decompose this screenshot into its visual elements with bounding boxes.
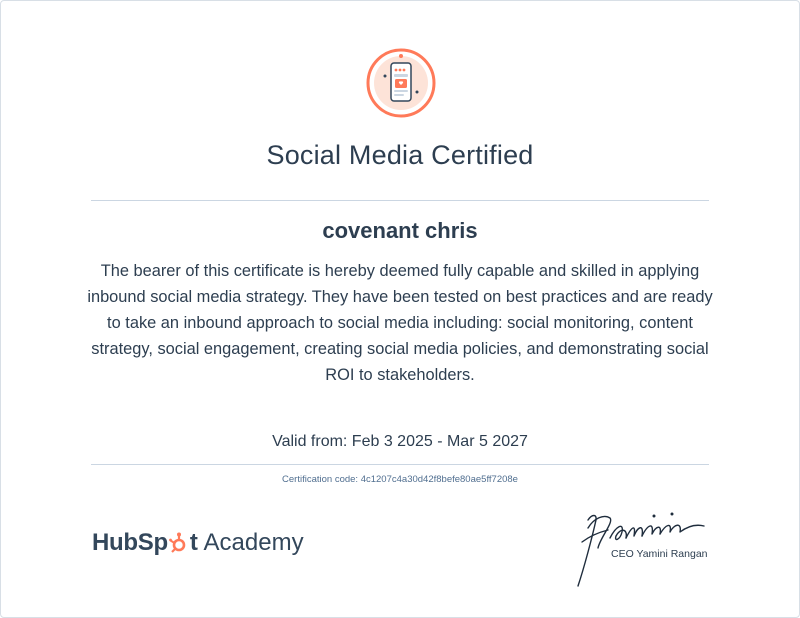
- logo-hubspot-text: HubSp: [92, 529, 168, 556]
- certificate-description: The bearer of this certificate is hereby deemed fully capable and skilled in applying inbound social media strategy. They have been tested on best practices and are ready to take an inbound approach to social media including: social monitoring, content strategy, social engagement, creating social media policies, and demonstrating social ROI to stakeholders.: [87, 262, 713, 384]
- recipient-name: covenant chris: [322, 218, 478, 243]
- validity-dates: Valid from: Feb 3 2025 - Mar 5 2027: [272, 433, 528, 450]
- hubspot-academy-logo: [92, 526, 304, 560]
- logo-hubspot-text-end: t: [189, 529, 198, 556]
- logo-academy-text: Academy: [203, 529, 304, 556]
- mobile-social-media-badge-icon: [366, 48, 436, 118]
- signature-caption: CEO Yamini Rangan: [611, 548, 708, 560]
- sprocket-icon: [169, 532, 189, 554]
- certification-code: Certification code: 4c1207c4a30d42f8befe80ae5ff7208e: [282, 474, 518, 485]
- divider: [91, 200, 709, 201]
- certificate-title: Social Media Certified: [266, 140, 534, 170]
- divider: [91, 464, 709, 465]
